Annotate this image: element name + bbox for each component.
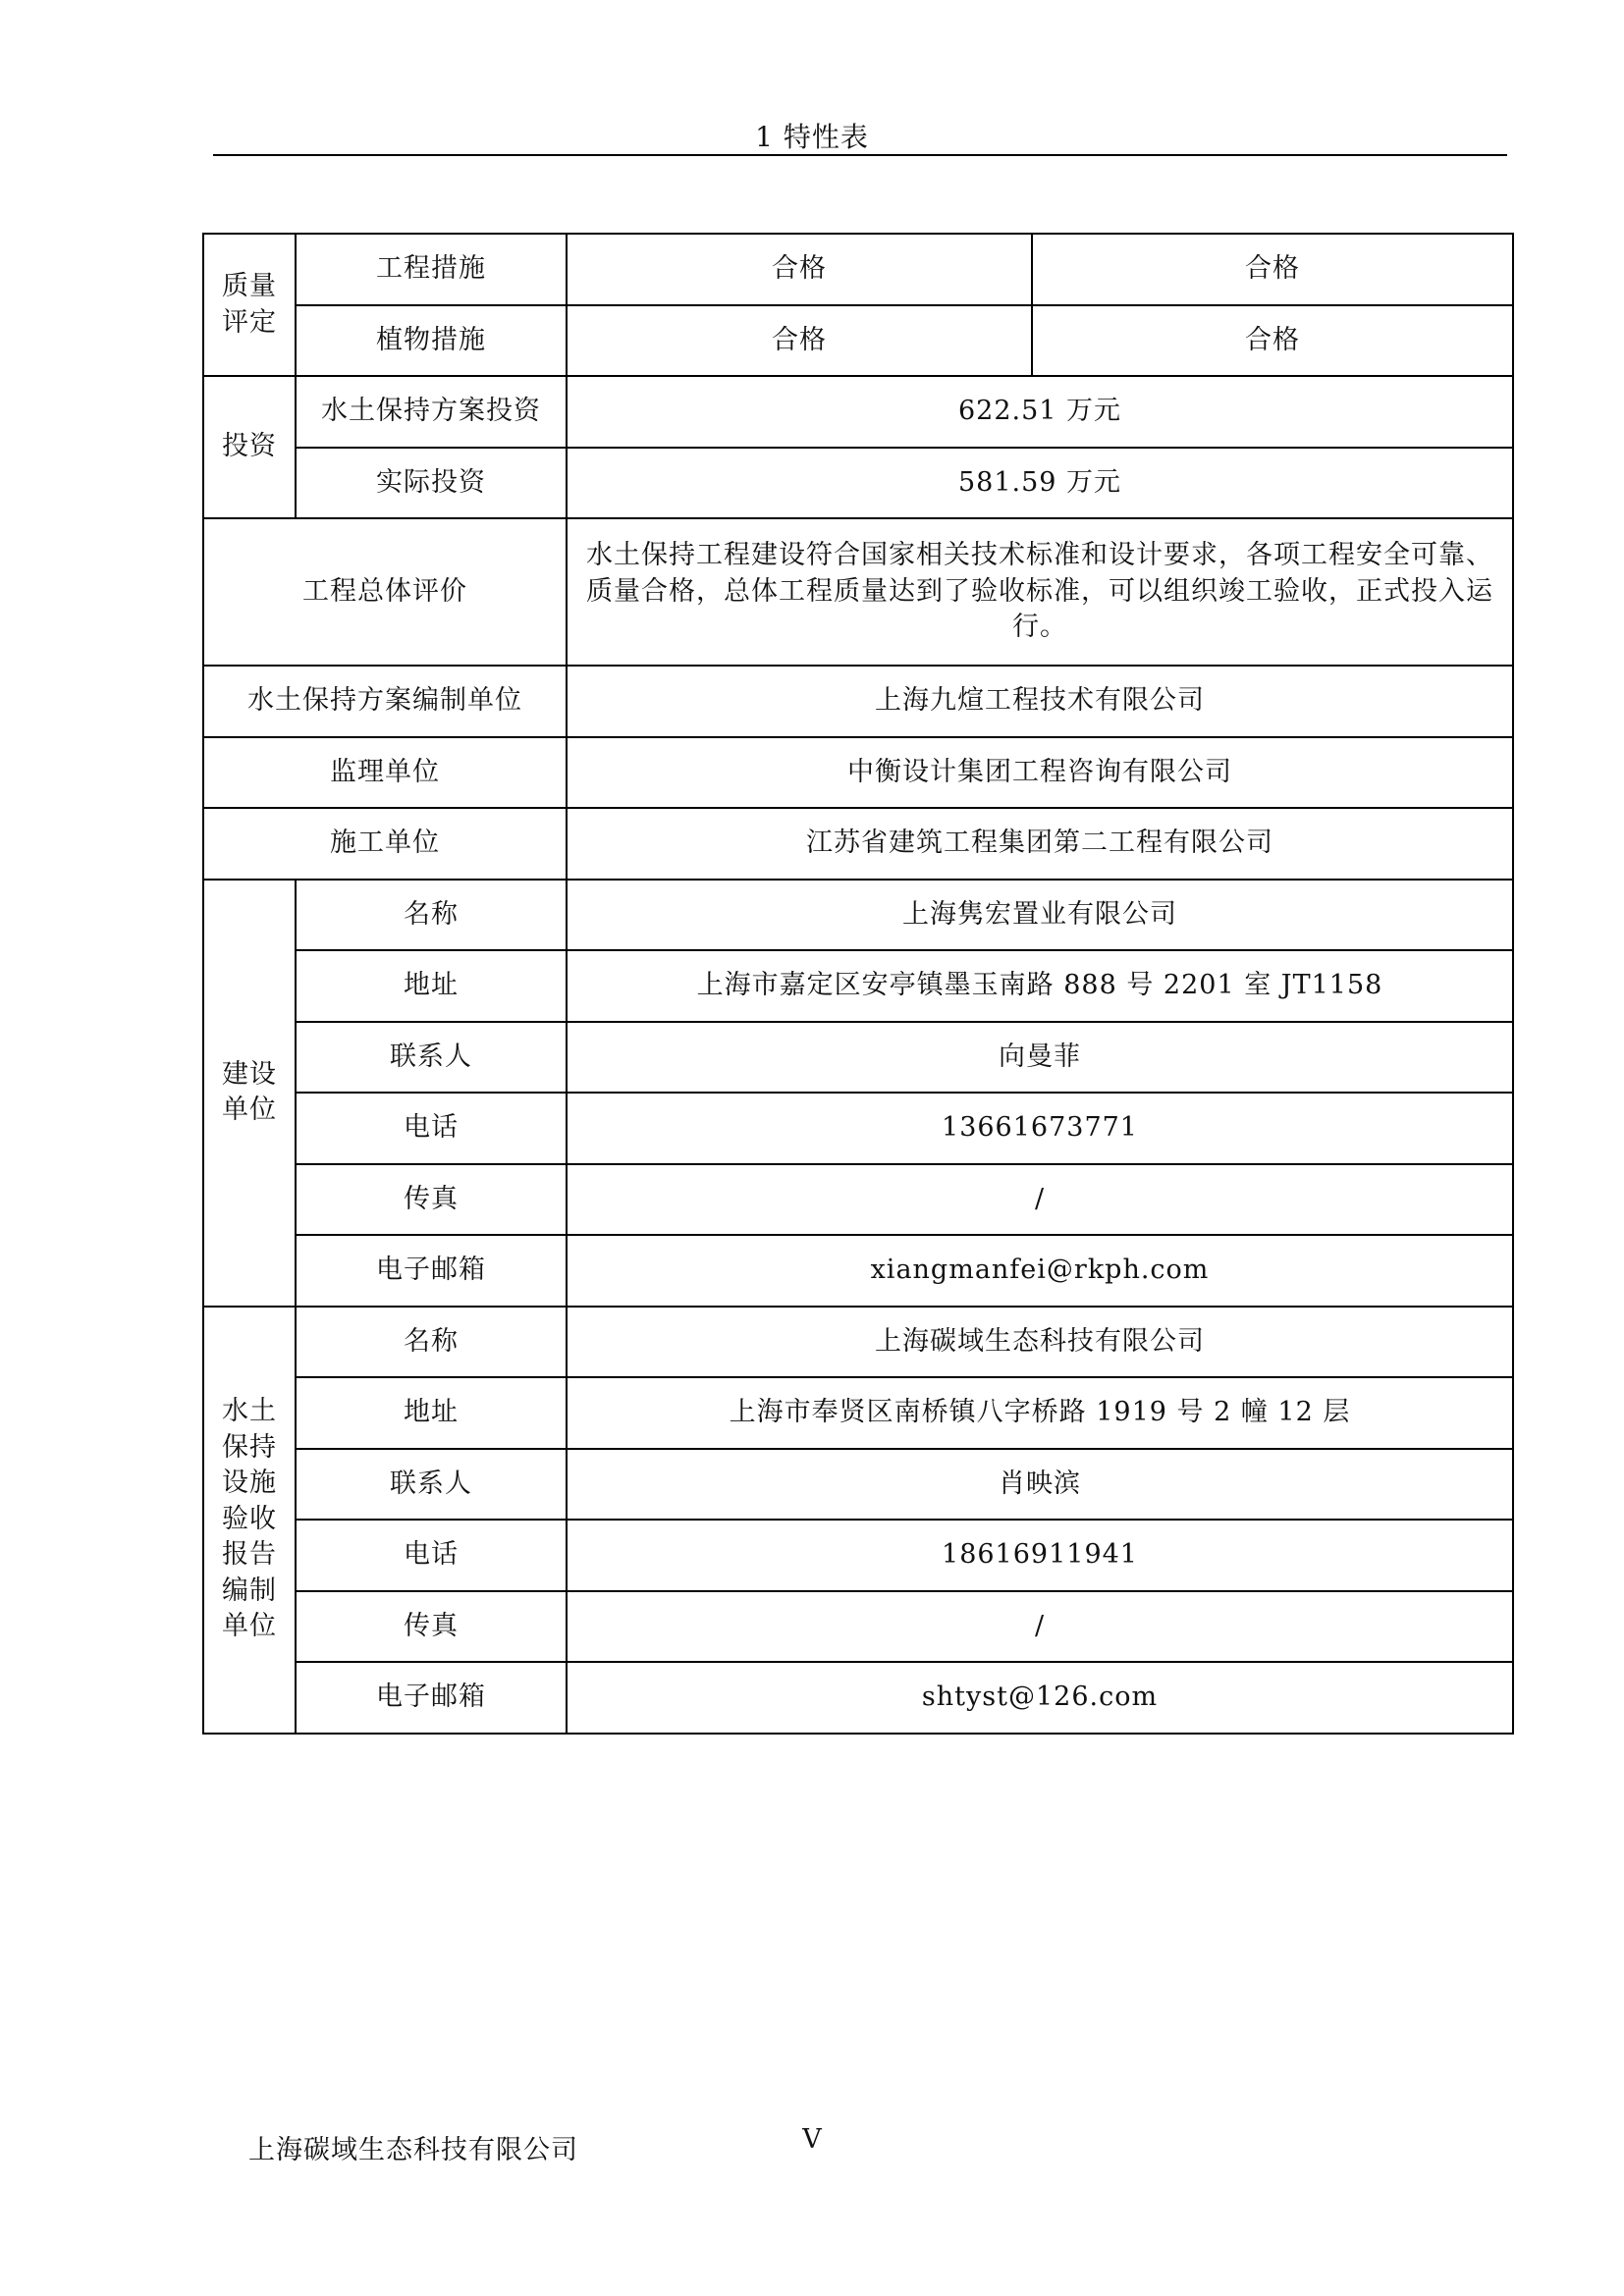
characteristics-table	[202, 233, 1514, 1735]
cell-value: xiangmanfei@rkph.com	[567, 1235, 1513, 1307]
evaluation-text: 水土保持工程建设符合国家相关技术标准和设计要求，各项工程安全可靠、质量合格，总体工程质量达到了验收标准，可以组织竣工验收，正式投入运行。	[567, 518, 1513, 666]
report-unit-label: 水土 保持 设施 验收 报告 编制 单位	[203, 1307, 296, 1734]
cell-value: 向曼菲	[567, 1022, 1513, 1094]
row-label: 地址	[296, 1377, 567, 1449]
cell-value: 上海市嘉定区安亭镇墨玉南路 888 号 2201 室 JT1158	[567, 950, 1513, 1022]
row-label: 水土保持方案投资	[296, 376, 567, 448]
row-label: 名称	[296, 1307, 567, 1378]
cell-value: 合格	[1032, 305, 1513, 377]
table-row	[203, 305, 1513, 377]
row-label: 电话	[296, 1520, 567, 1591]
quality-label	[203, 234, 296, 376]
row-label: 植物措施	[296, 305, 567, 377]
row-label: 施工单位	[203, 808, 567, 880]
table-row	[203, 808, 1513, 880]
cell-value: 江苏省建筑工程集团第二工程有限公司	[567, 808, 1513, 880]
cell-value: 上海碳域生态科技有限公司	[567, 1307, 1513, 1378]
table-row	[203, 1520, 1513, 1591]
row-label: 电子邮箱	[296, 1235, 567, 1307]
table-row	[203, 1235, 1513, 1307]
page-number: V	[802, 2124, 822, 2155]
row-label: 电子邮箱	[296, 1662, 567, 1734]
cell-value: 622.51 万元	[567, 376, 1513, 448]
table-row	[203, 1022, 1513, 1094]
table-row	[203, 448, 1513, 519]
row-label: 联系人	[296, 1449, 567, 1521]
builder-label: 建设 单位	[203, 880, 296, 1307]
quality-label-text: 质量 评定	[222, 271, 277, 338]
table-row	[203, 1093, 1513, 1164]
table-row	[203, 666, 1513, 737]
header-rule	[213, 154, 1507, 156]
row-label: 传真	[296, 1164, 567, 1236]
row-label: 实际投资	[296, 448, 567, 519]
cell-value: 13661673771	[567, 1093, 1513, 1164]
cell-value: 肖映滨	[567, 1449, 1513, 1521]
cell-value: 合格	[1032, 234, 1513, 305]
table-row	[203, 1449, 1513, 1521]
table-row	[203, 1662, 1513, 1734]
cell-value: 上海隽宏置业有限公司	[567, 880, 1513, 951]
cell-value: 合格	[567, 305, 1032, 377]
table-row	[203, 737, 1513, 809]
row-label: 联系人	[296, 1022, 567, 1094]
row-label: 电话	[296, 1093, 567, 1164]
row-label: 监理单位	[203, 737, 567, 809]
cell-value: shtyst@126.com	[567, 1662, 1513, 1734]
footer-company: 上海碳域生态科技有限公司	[248, 2135, 578, 2165]
table-row	[203, 1307, 1513, 1378]
table-row	[203, 880, 1513, 951]
row-label: 名称	[296, 880, 567, 951]
table-row	[203, 518, 1513, 666]
row-label: 传真	[296, 1591, 567, 1663]
cell-value: 581.59 万元	[567, 448, 1513, 519]
cell-value: 中衡设计集团工程咨询有限公司	[567, 737, 1513, 809]
table-row	[203, 1164, 1513, 1236]
investment-label: 投资	[203, 376, 296, 518]
page-header-title: 1 特性表	[755, 121, 869, 153]
cell-value: 18616911941	[567, 1520, 1513, 1591]
table-row	[203, 1591, 1513, 1663]
table-row	[203, 234, 1513, 305]
row-label: 水土保持方案编制单位	[203, 666, 567, 737]
evaluation-label: 工程总体评价	[203, 518, 567, 666]
cell-value: /	[567, 1164, 1513, 1236]
table-row	[203, 376, 1513, 448]
cell-value: /	[567, 1591, 1513, 1663]
table-row	[203, 950, 1513, 1022]
cell-value: 上海市奉贤区南桥镇八字桥路 1919 号 2 幢 12 层	[567, 1377, 1513, 1449]
table-row	[203, 1377, 1513, 1449]
row-label: 工程措施	[296, 234, 567, 305]
row-label: 地址	[296, 950, 567, 1022]
cell-value: 上海九煊工程技术有限公司	[567, 666, 1513, 737]
cell-value: 合格	[567, 234, 1032, 305]
